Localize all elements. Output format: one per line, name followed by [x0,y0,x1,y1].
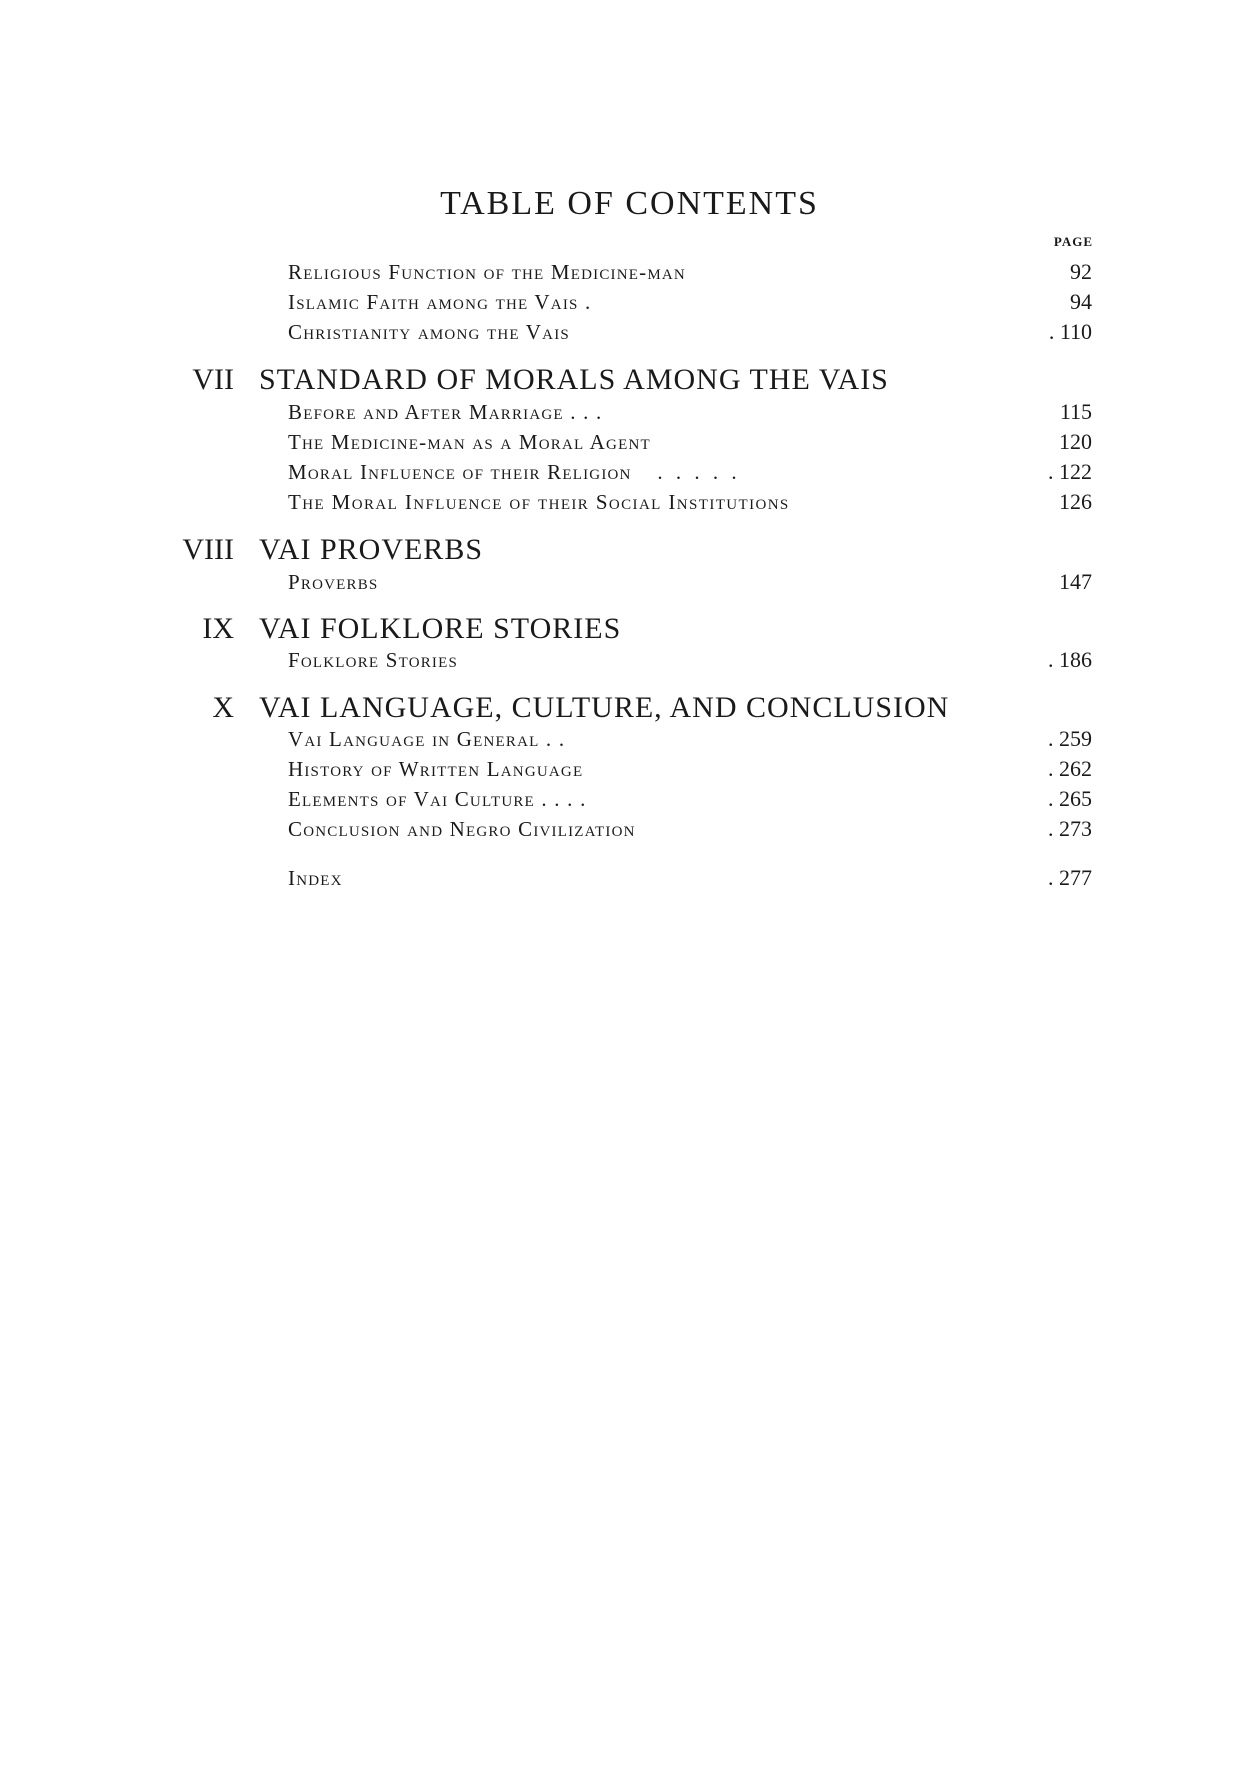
toc-entry-title: Conclusion and Negro Civilization [288,817,636,841]
toc-entry-page: . 273 [1048,816,1092,841]
toc-entry-page: 94 [1070,289,1092,314]
chapter-title: STANDARD OF MORALS AMONG THE VAIS [259,363,889,396]
toc-entry-page: 92 [1070,259,1092,284]
toc-entry[interactable] [0,724,1259,756]
toc-entry-title: Christianity among the Vais [288,320,570,344]
toc-entry[interactable] [0,784,1259,816]
toc-entry-page: . 110 [1048,319,1092,344]
toc-entry[interactable] [0,317,1259,349]
toc-entry-title: Before and After Marriage . . . [288,400,603,424]
toc-entry-title: Religious Function of the Medicine-man [288,260,686,284]
toc-entry-title: Elements of Vai Culture . . . . [288,787,587,811]
chapter-number: X [212,691,234,724]
toc-entry-title [288,457,741,487]
chapter-title: VAI PROVERBS [259,533,484,566]
toc-entry-title: Vai Language in General . . [288,727,566,751]
toc-entry[interactable] [0,567,1259,599]
toc-entry-page: . 265 [1048,786,1092,811]
toc-chapter[interactable] [0,613,1259,645]
toc-entry-page: 120 [1059,429,1092,454]
toc-entry[interactable] [0,487,1259,519]
toc-entry-page: . 122 [1048,459,1092,484]
toc-entry-page: . 262 [1048,756,1092,781]
toc-chapter[interactable] [0,692,1259,724]
leader-dots: . . . . . [657,460,741,484]
toc-entry-page: 115 [1059,399,1092,424]
toc-entry[interactable] [0,397,1259,429]
toc-entry-title: Proverbs [288,570,379,594]
toc-entry[interactable] [0,427,1259,459]
page-title: TABLE OF CONTENTS [440,185,819,222]
chapter-number: VII [192,363,234,396]
toc-entry-page: . 186 [1048,647,1092,672]
toc-entry-title: Folklore Stories [288,648,459,672]
toc-entry-page: 147 [1059,569,1092,594]
toc-entry-title-text: Moral Influence of their Religion [288,460,632,484]
toc-entry[interactable] [0,814,1259,846]
toc-chapter[interactable] [0,534,1259,566]
toc-entry-page: 126 [1059,489,1092,514]
toc-chapter[interactable] [0,364,1259,396]
toc-entry[interactable] [0,863,1259,895]
toc-entry-title: History of Written Language [288,757,584,781]
toc-entry[interactable] [0,754,1259,786]
toc-entry-title: The Moral Influence of their Social Institutions [288,490,790,514]
toc-entry-page: . 277 [1048,865,1092,890]
toc-entry-page: . 259 [1048,726,1092,751]
toc-entry-title: Index [288,866,343,890]
toc-entry[interactable] [0,287,1259,319]
page-column-label: PAGE [1053,234,1093,249]
chapter-number: IX [202,612,234,645]
chapter-title: VAI FOLKLORE STORIES [259,612,622,645]
chapter-number: VIII [182,533,234,566]
toc-entry[interactable] [0,457,1259,489]
chapter-title: VAI LANGUAGE, CULTURE, AND CONCLUSION [259,691,950,724]
toc-entry-title: Islamic Faith among the Vais . [288,290,592,314]
toc-entry-title: The Medicine-man as a Moral Agent [288,430,651,454]
toc-entry[interactable] [0,257,1259,289]
toc-entry[interactable] [0,645,1259,677]
